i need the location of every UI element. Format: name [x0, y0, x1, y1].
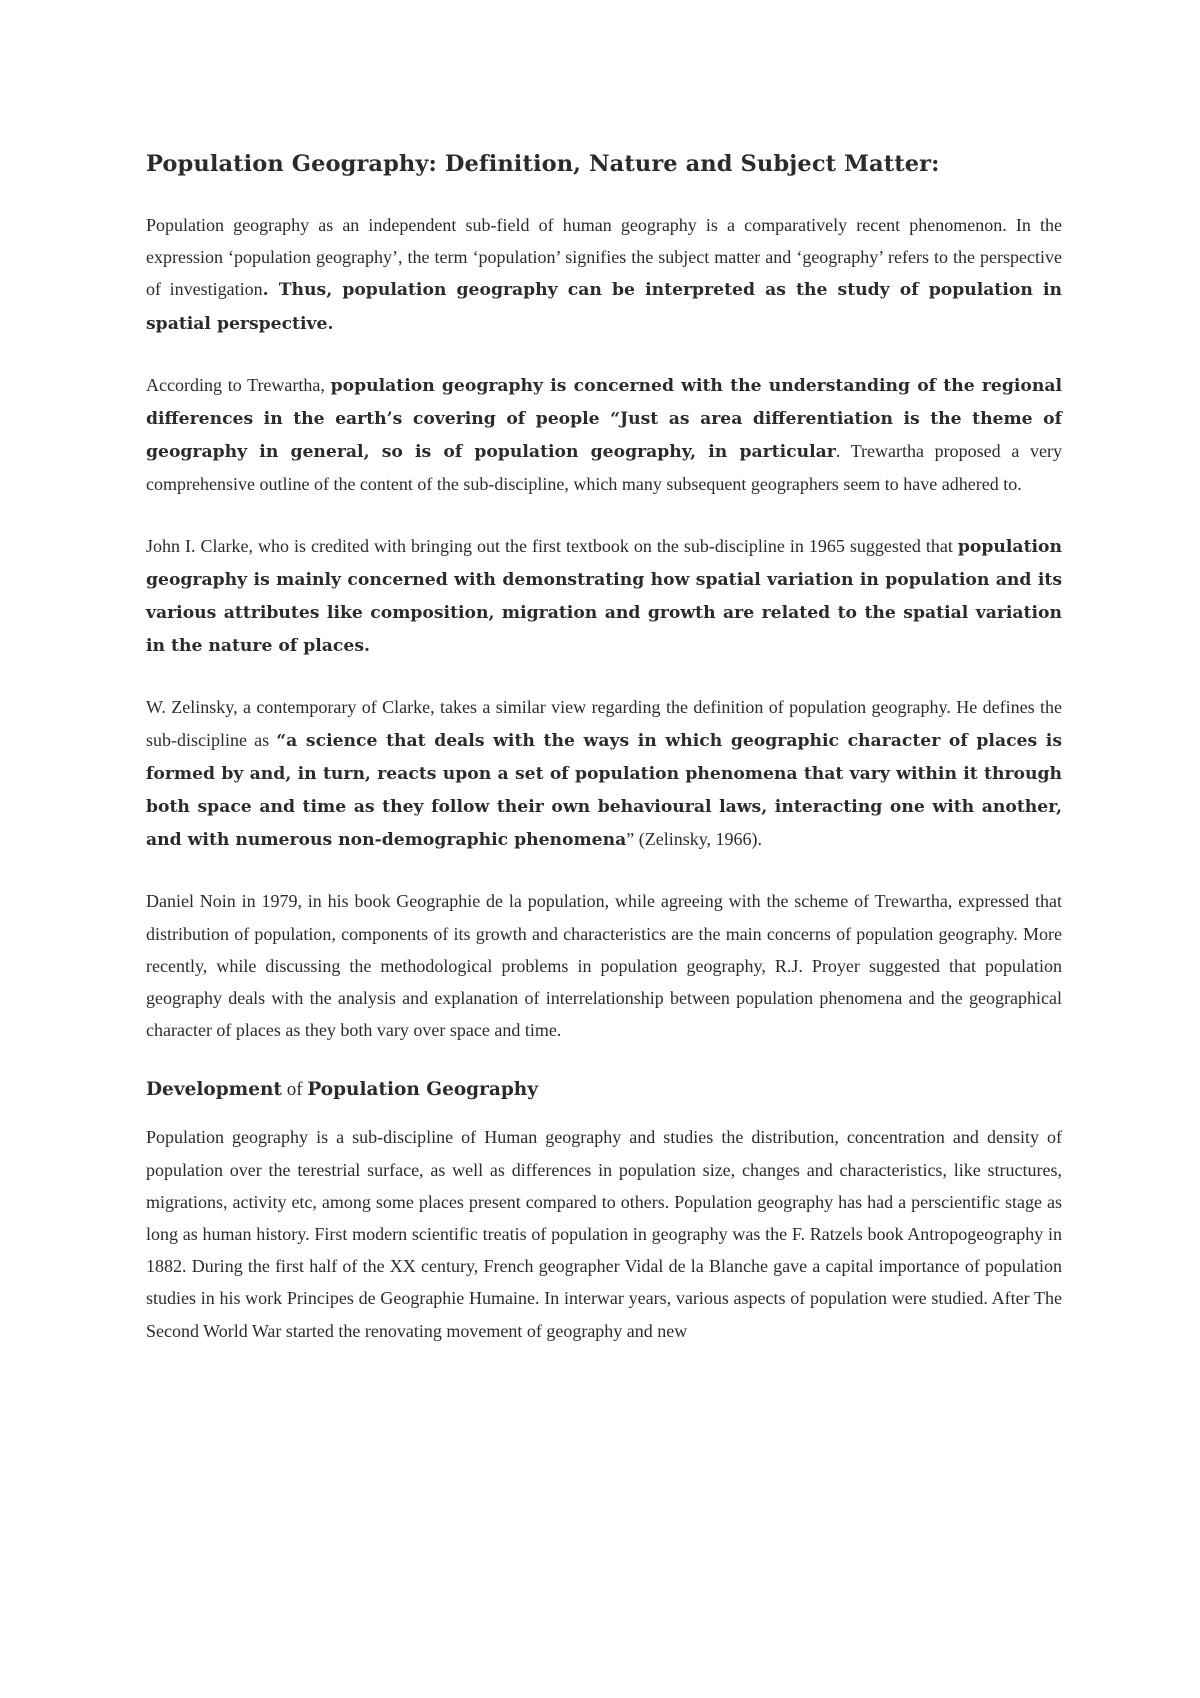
- heading-part: Population Geography: [307, 1079, 538, 1101]
- paragraph-trewartha: [146, 369, 1062, 501]
- paragraph-emphasis: population geography is concerned with the understanding of the regional differences in the earth’s covering of people “Just as area differentiation is the theme of geography in general, so is of population geography, in particular: [146, 375, 1062, 463]
- paragraph-development: Population geography is a sub-discipline of Human geography and studies the distribution, concentration and density of population over the terestrial surface, as well as differences in population size, changes and characteristics, like structures, migrations, activity etc, among some places present compared to others. Population geography has had a perscientific stage as long as human history. First modern scientific treatis of population in geography was the F. Ratzels book Antropogeography in 1882. During the first half of the XX century, French geographer Vidal de la Blanche gave a capital importance of population studies in his work Principes de Geographie Humaine. In interwar years, various aspects of population were studied. After The Second World War started the renovating movement of geography and new: [146, 1127, 1062, 1341]
- paragraph-text: According to Trewartha,: [146, 374, 331, 395]
- paragraph-text: John I. Clarke, who is credited with bringing out the first textbook on the sub-discipline in 1965 suggested that: [146, 535, 958, 556]
- paragraph-text: ” (Zelinsky, 1966).: [626, 829, 763, 850]
- document-title: Population Geography: Definition, Nature and Subject Matter:: [146, 151, 940, 177]
- paragraph-text: . Trewartha proposed a very comprehensive outline of the content of the sub-discipline, which many subsequent geographers seem to have adhered to.: [146, 441, 1062, 495]
- paragraph-emphasis: . Thus, population geography can be interpreted as the study of population in spatial perspective.: [146, 280, 1062, 334]
- paragraph-emphasis: population geography is mainly concerned with demonstrating how spatial variation in population and its various attributes like composition, migration and growth are related to the spatial variation in the nature of places.: [146, 536, 1062, 657]
- paragraph-zelinsky: [146, 691, 1062, 856]
- paragraph-emphasis: “a science that deals with the ways in which geographic character of places is formed by and, in turn, reacts upon a set of population phenomena that vary within it through both space and time as they follow their own behavioural laws, interacting one with another, and with numerous non-demographic phenomena: [146, 730, 1062, 851]
- heading-part: of: [281, 1079, 308, 1101]
- paragraph-noin: Daniel Noin in 1979, in his book Geographie de la population, while agreeing with the scheme of Trewartha, expressed that distribution of population, components of its growth and characteristics are the main concerns of population geography. More recently, while discussing the methodological problems in population geography, R.J. Proyer suggested that population geography deals with the analysis and explanation of interrelationship between population phenomena and the geographical character of places as they both vary over space and time.: [146, 891, 1062, 1041]
- paragraph-clarke: [146, 530, 1062, 663]
- paragraph-text: W. Zelinsky, a contemporary of Clarke, takes a similar view regarding the definition of population geography. He defines the sub-discipline as: [146, 697, 1062, 750]
- paragraph-text: Population geography as an independent sub-field of human geography is a comparatively recent phenomenon. In the expression ‘population geography’, the term ‘population’ signifies the subject matter and ‘geography’ refers to the perspective of investigation: [146, 215, 1062, 300]
- heading-part: Development: [146, 1079, 282, 1101]
- section-heading: [146, 1075, 1062, 1105]
- paragraph-definition: [146, 209, 1062, 340]
- document-page: [146, 148, 1062, 1376]
